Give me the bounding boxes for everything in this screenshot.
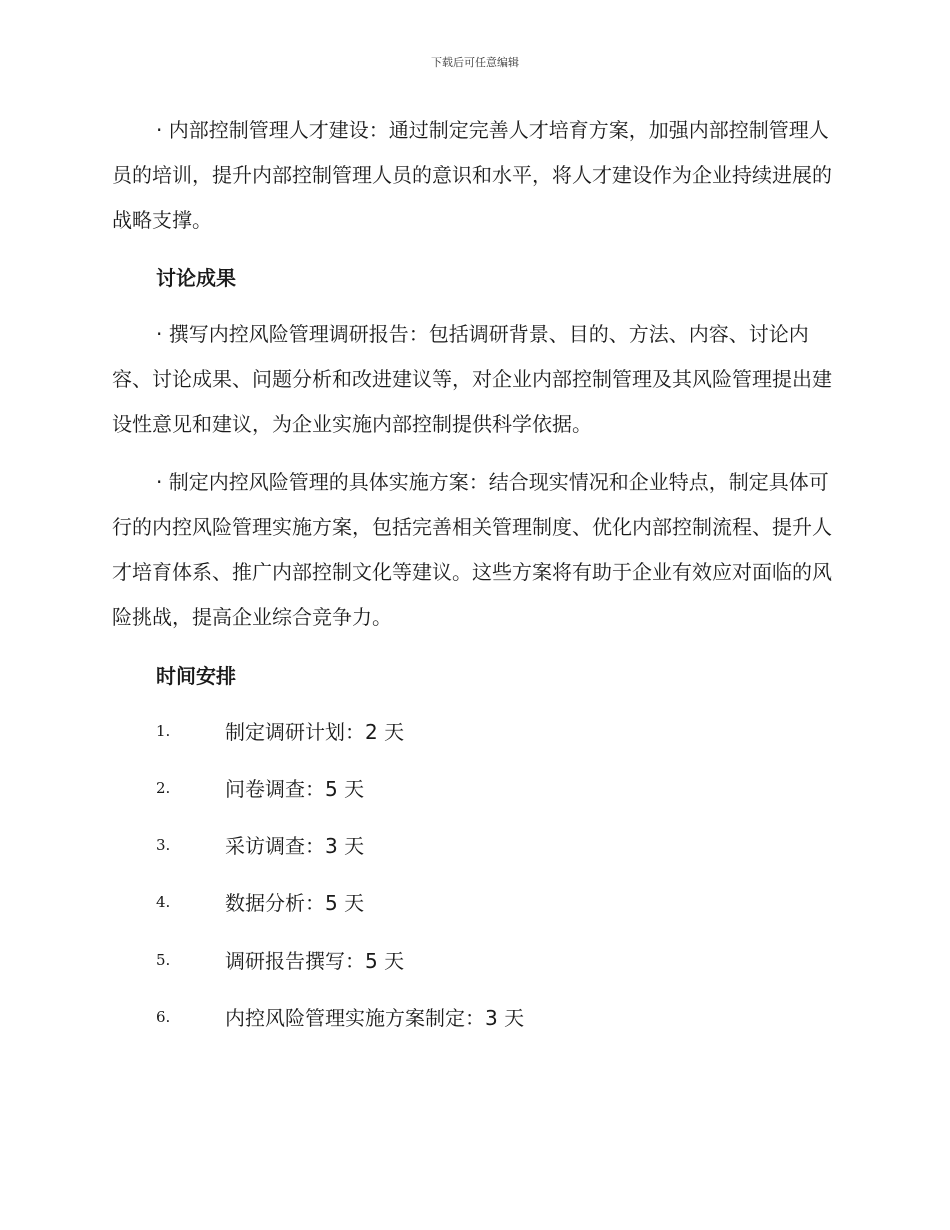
list-item-text: 内控风险管理实施方案制定：3 天 xyxy=(225,1006,525,1030)
list-item xyxy=(156,1002,836,1032)
list-item xyxy=(156,773,836,803)
list-item-number: 5. xyxy=(156,951,171,969)
list-item-number: 2. xyxy=(156,779,171,797)
heading-schedule: 时间安排 xyxy=(156,664,236,688)
list-item xyxy=(156,945,836,975)
paragraph-implementation-plan: · 制定内控风险管理的具体实施方案：结合现实情况和企业特点，制定具体可行的内控风险管理实施方案，包括完善相关管理制度、优化内部控制流程、提升人才培育体系、推广内部控制文化等建议。这些方案将有助于企业有效应对面临的风险挑战，提高企业综合竞争力。 xyxy=(112,470,832,629)
list-item-number: 6. xyxy=(156,1008,171,1026)
list-item-text: 制定调研计划：2 天 xyxy=(225,720,405,744)
heading-results: 讨论成果 xyxy=(156,266,236,290)
list-item-text: 数据分析：5 天 xyxy=(225,891,365,915)
list-item-number: 4. xyxy=(156,893,171,911)
list-item-number: 1. xyxy=(156,722,171,740)
header-note: 下载后可任意编辑 xyxy=(431,56,519,69)
list-item-text: 采访调查：3 天 xyxy=(225,834,365,858)
paragraph-research-report: · 撰写内控风险管理调研报告：包括调研背景、目的、方法、内容、讨论内容、讨论成果、问题分析和改进建议等，对企业内部控制管理及其风险管理提出建设性意见和建议，为企业实施内部控制提供科学依据。 xyxy=(112,322,832,436)
paragraph-talent-building: · 内部控制管理人才建设：通过制定完善人才培育方案，加强内部控制管理人员的培训，提升内部控制管理人员的意识和水平，将人才建设作为企业持续进展的战略支撑。 xyxy=(112,118,832,232)
list-item xyxy=(156,716,836,746)
list-item xyxy=(156,830,836,860)
list-item-text: 问卷调查：5 天 xyxy=(225,777,365,801)
list-item-number: 3. xyxy=(156,836,171,854)
list-item xyxy=(156,887,836,917)
list-item-text: 调研报告撰写：5 天 xyxy=(225,949,405,973)
